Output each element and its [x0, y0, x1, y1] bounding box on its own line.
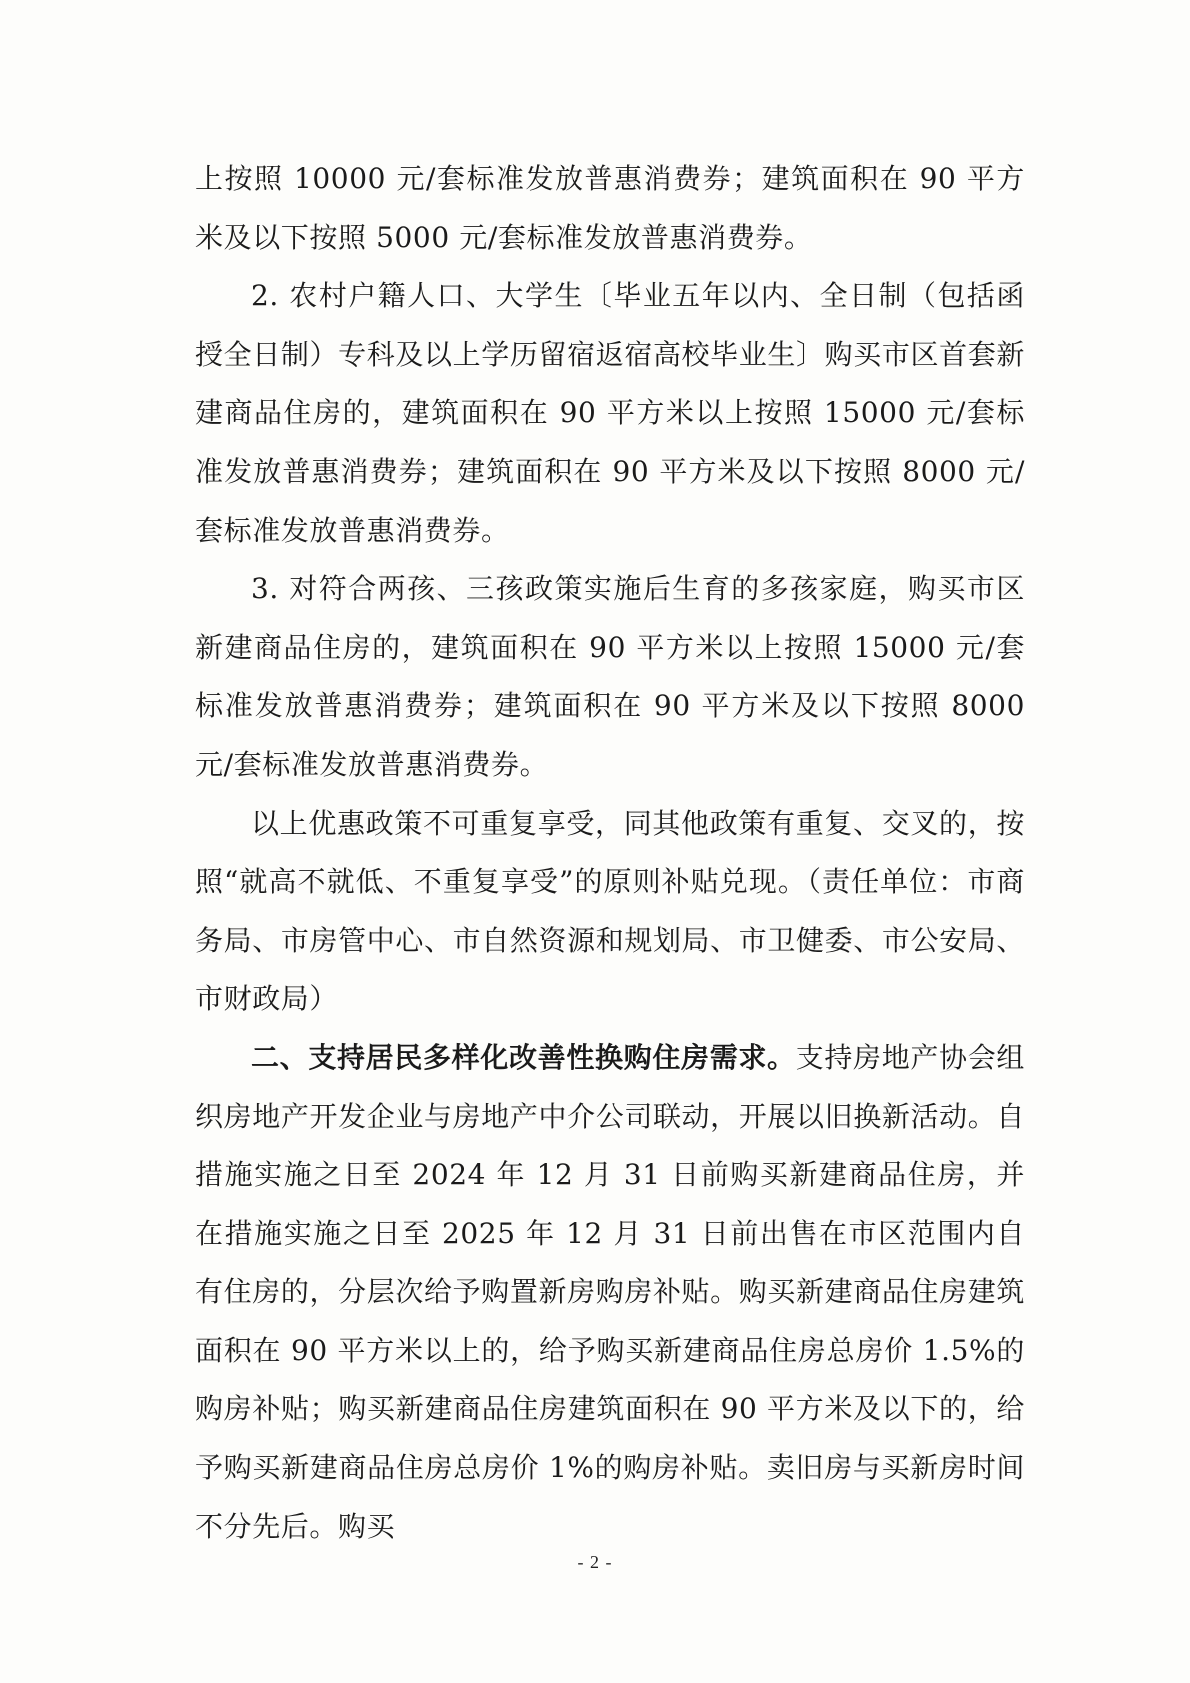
section-two-body: 支持房地产协会组织房地产开发企业与房地产中介公司联动，开展以旧换新活动。自措施实施之日至 2024 年 12 月 31 日前购买新建商品住房，并在措施实施之日至 2025 年 12 月 31 日前出售在市区范围内自有住房的，分层次给予购置新房购房补贴。购买新建商品住房建筑面积在 90 平方米以上的，给予购买新建商品住房总房价 1.5%的购房补贴；购买新建商品住房建筑面积在 90 平方米及以下的，给予购买新建商品住房总房价 1%的购房补贴。卖旧房与买新房时间不分先后。购买 — [195, 1040, 1025, 1543]
section-two-heading: 二、支持居民多样化改善性换购住房需求。 — [251, 1040, 796, 1074]
paragraph-continuation: 上按照 10000 元/套标准发放普惠消费券；建筑面积在 90 平方米及以下按照 5000 元/套标准发放普惠消费券。 — [195, 162, 1025, 254]
paragraph-section-two — [195, 1029, 1025, 1556]
paragraph-item-3: 3. 对符合两孩、三孩政策实施后生育的多孩家庭，购买市区新建商品住房的，建筑面积在 90 平方米以上按照 15000 元/套标准发放普惠消费券；建筑面积在 90 平方米及以下按照 8000 元/套标准发放普惠消费券。 — [195, 572, 1025, 781]
document-body — [195, 150, 1025, 1556]
paragraph-note: 以上优惠政策不可重复享受，同其他政策有重复、交叉的，按照“就高不就低、不重复享受”的原则补贴兑现。（责任单位：市商务局、市房管中心、市自然资源和规划局、市卫健委、市公安局、市财政局） — [195, 806, 1025, 1016]
page-number: - 2 - — [577, 1552, 613, 1572]
paragraph-item-2: 2. 农村户籍人口、大学生〔毕业五年以内、全日制（包括函授全日制）专科及以上学历留宿返宿高校毕业生〕购买市区首套新建商品住房的，建筑面积在 90 平方米以上按照 15000 元/套标准发放普惠消费券；建筑面积在 90 平方米及以下按照 8000 元/套标准发放普惠消费券。 — [195, 279, 1025, 547]
